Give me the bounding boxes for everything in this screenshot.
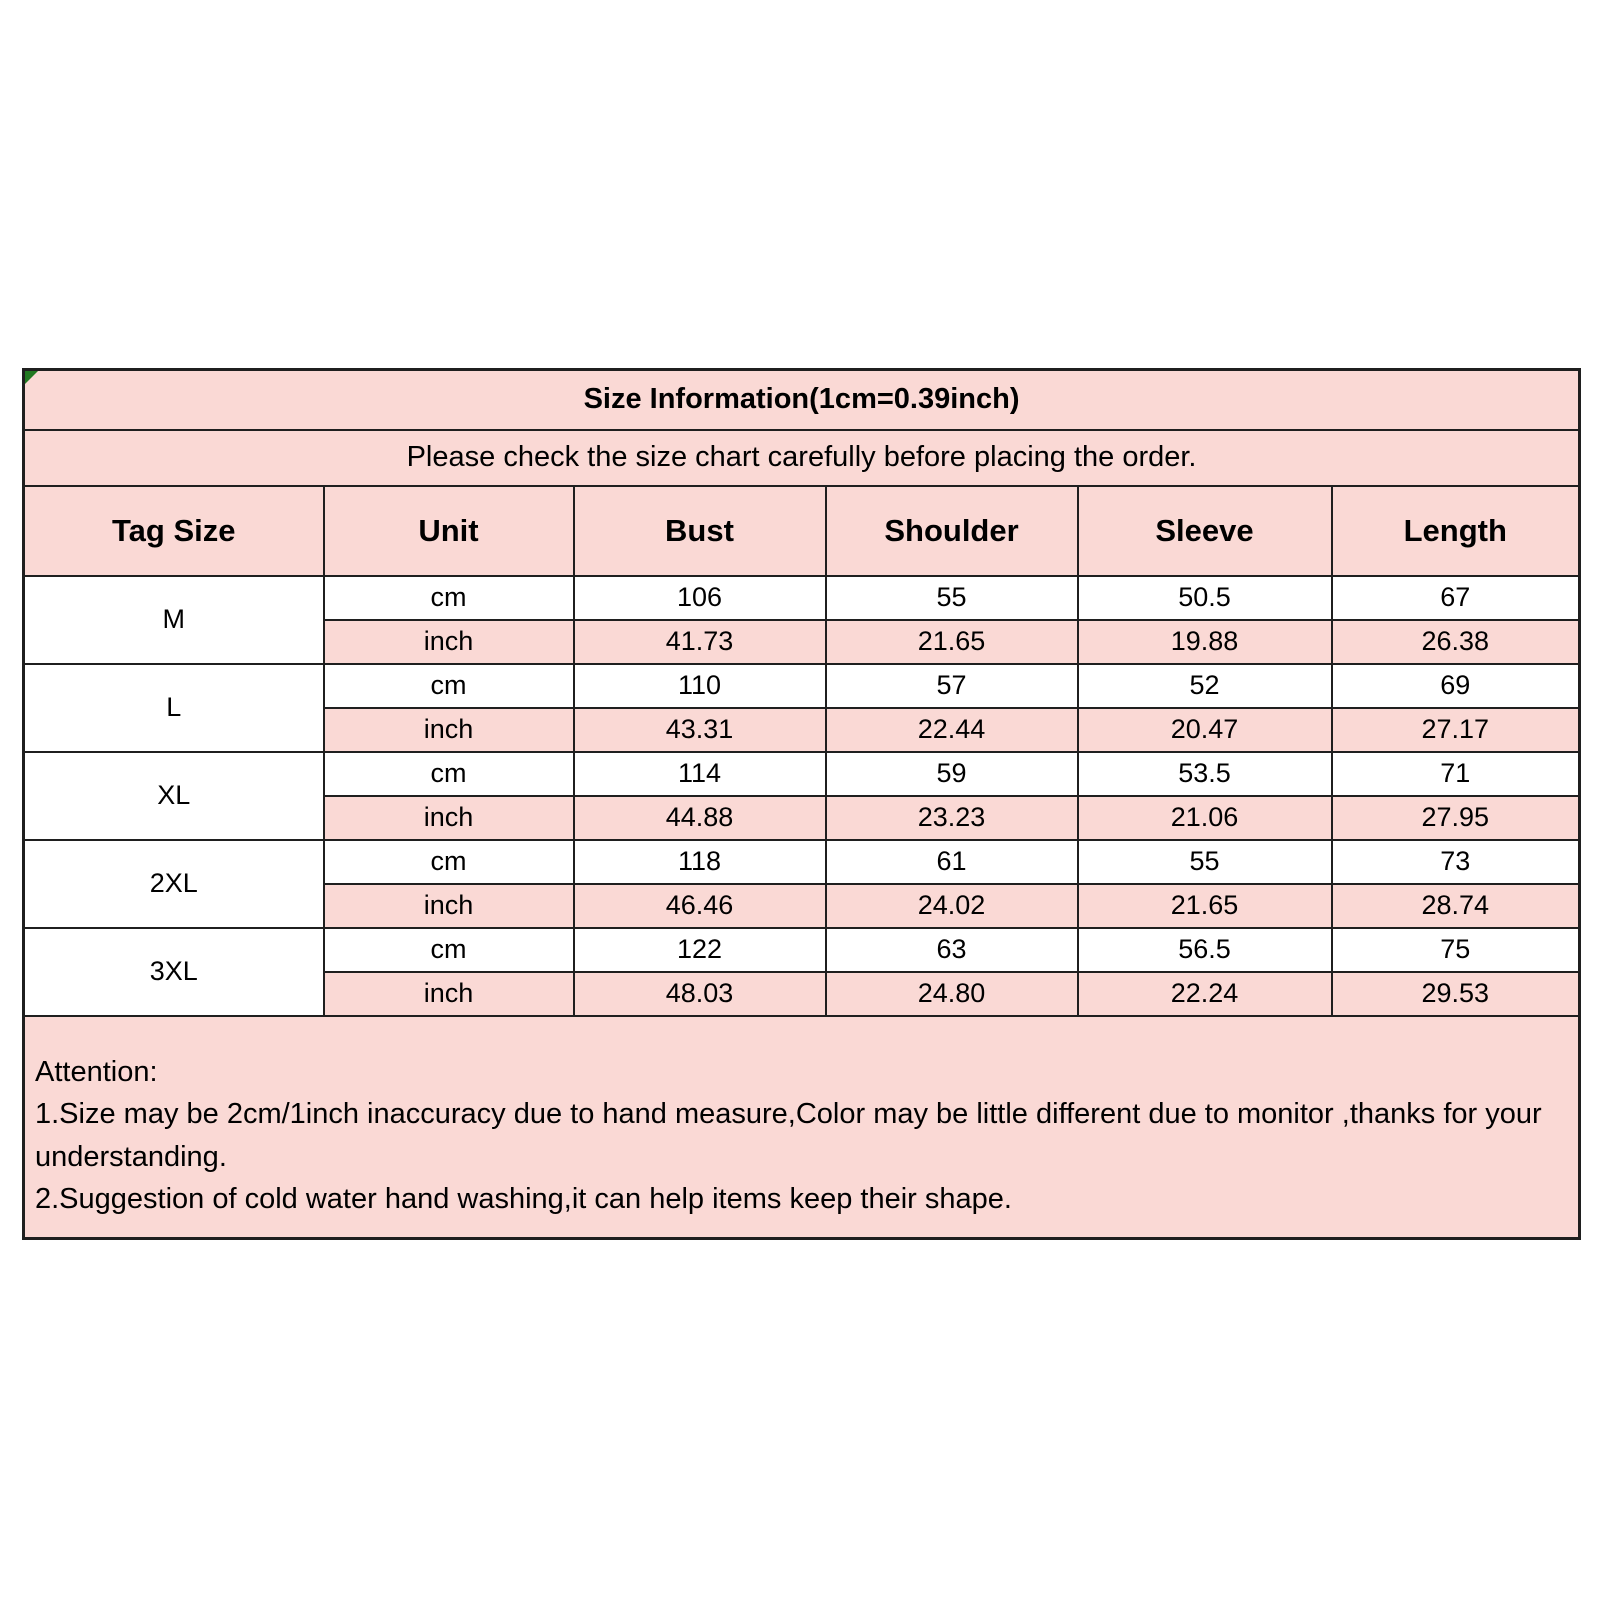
size-row-cm [24,752,1580,796]
attention-note-1: 1.Size may be 2cm/1inch inaccuracy due to hand measure,Color may be little different due to monitor ,thanks for your understanding. [35,1098,1542,1173]
size-row-cm [24,928,1580,972]
measurement-value-inch: 28.74 [1332,884,1580,928]
measurement-value-cm: 50.5 [1078,576,1332,620]
measurement-value-inch: 27.95 [1332,796,1580,840]
measurement-value-cm: 69 [1332,664,1580,708]
measurement-value-inch: 27.17 [1332,708,1580,752]
attention-note-2: 2.Suggestion of cold water hand washing,it can help items keep their shape. [35,1183,1012,1216]
column-header-row [24,486,1580,576]
attention-heading: Attention: [35,1055,158,1088]
measurement-value-inch: 24.02 [826,884,1078,928]
measurement-value-cm: 106 [574,576,826,620]
size-chart-subtitle: Please check the size chart carefully before placing the order. [24,430,1580,486]
unit-label-inch: inch [324,708,574,752]
measurement-value-cm: 122 [574,928,826,972]
measurement-value-cm: 110 [574,664,826,708]
unit-label-inch: inch [324,796,574,840]
measurement-value-cm: 73 [1332,840,1580,884]
size-chart-title: Size Information(1cm=0.39inch) [24,370,1580,430]
measurement-value-cm: 55 [826,576,1078,620]
measurement-value-inch: 22.44 [826,708,1078,752]
unit-label-cm: cm [324,576,574,620]
column-header-tag-size: Tag Size [24,486,324,576]
tag-size-cell: 3XL [24,928,324,1016]
unit-label-inch: inch [324,620,574,664]
measurement-value-cm: 75 [1332,928,1580,972]
measurement-value-cm: 114 [574,752,826,796]
measurement-value-inch: 46.46 [574,884,826,928]
tag-size-cell: L [24,664,324,752]
measurement-value-cm: 63 [826,928,1078,972]
column-header-sleeve: Sleeve [1078,486,1332,576]
green-corner-marker-icon [25,371,38,384]
measurement-value-cm: 53.5 [1078,752,1332,796]
measurement-value-cm: 57 [826,664,1078,708]
unit-label-cm: cm [324,752,574,796]
size-row-cm [24,664,1580,708]
measurement-value-cm: 55 [1078,840,1332,884]
measurement-value-cm: 52 [1078,664,1332,708]
measurement-value-inch: 21.65 [826,620,1078,664]
measurement-value-inch: 48.03 [574,972,826,1016]
tag-size-cell: M [24,576,324,664]
title-row [24,370,1580,430]
size-chart-table [22,368,1581,1240]
measurement-value-inch: 26.38 [1332,620,1580,664]
measurement-value-cm: 118 [574,840,826,884]
measurement-value-inch: 23.23 [826,796,1078,840]
measurement-value-inch: 41.73 [574,620,826,664]
measurement-value-cm: 56.5 [1078,928,1332,972]
measurement-value-inch: 21.65 [1078,884,1332,928]
tag-size-cell: 2XL [24,840,324,928]
column-header-length: Length [1332,486,1580,576]
measurement-value-inch: 44.88 [574,796,826,840]
size-rows [24,576,1580,1016]
attention-cell [24,1016,1580,1239]
measurement-value-inch: 43.31 [574,708,826,752]
measurement-value-inch: 21.06 [1078,796,1332,840]
attention-row [24,1016,1580,1239]
unit-label-cm: cm [324,664,574,708]
tag-size-cell: XL [24,752,324,840]
measurement-value-cm: 61 [826,840,1078,884]
column-header-unit: Unit [324,486,574,576]
size-row-cm [24,840,1580,884]
measurement-value-inch: 29.53 [1332,972,1580,1016]
measurement-value-cm: 67 [1332,576,1580,620]
measurement-value-cm: 71 [1332,752,1580,796]
column-header-bust: Bust [574,486,826,576]
unit-label-inch: inch [324,972,574,1016]
size-row-cm [24,576,1580,620]
measurement-value-inch: 20.47 [1078,708,1332,752]
column-header-shoulder: Shoulder [826,486,1078,576]
unit-label-inch: inch [324,884,574,928]
unit-label-cm: cm [324,840,574,884]
measurement-value-inch: 19.88 [1078,620,1332,664]
measurement-value-cm: 59 [826,752,1078,796]
measurement-value-inch: 22.24 [1078,972,1332,1016]
measurement-value-inch: 24.80 [826,972,1078,1016]
subtitle-row [24,430,1580,486]
unit-label-cm: cm [324,928,574,972]
